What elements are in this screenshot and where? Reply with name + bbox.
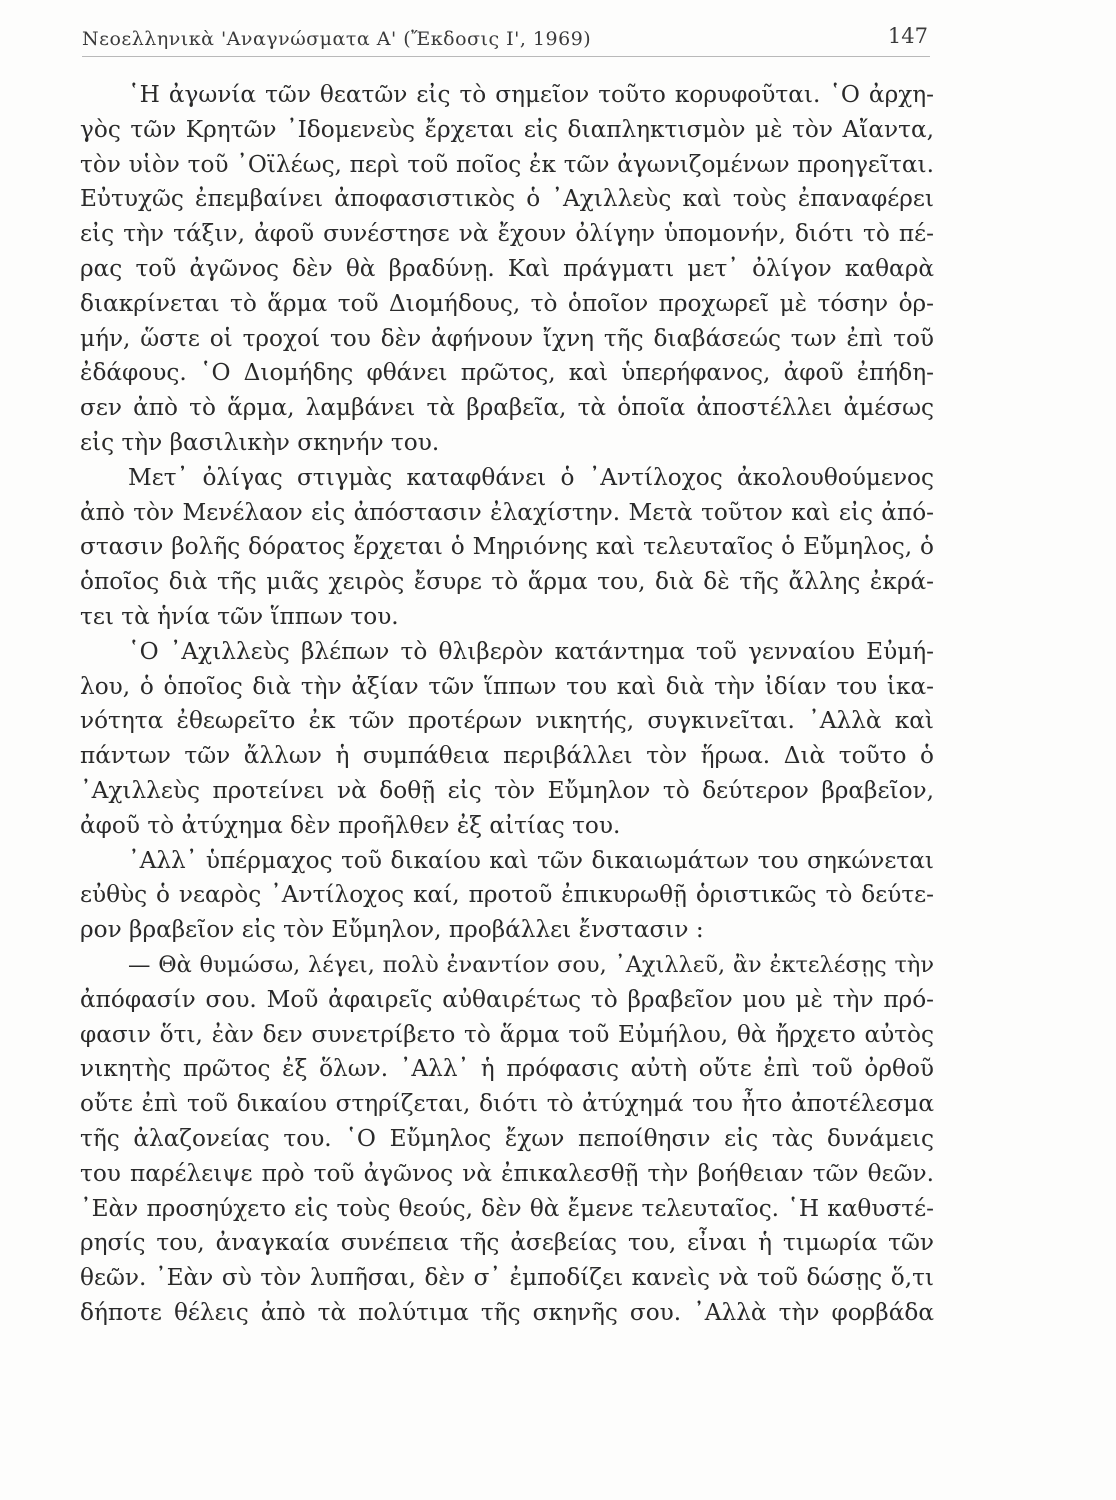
text-line: εἰς τὴν βασιλικὴν σκηνήν του. [80, 428, 440, 456]
text-line: οὔτε ἐπὶ τοῦ δικαίου στηρίζεται, διότι τὸ ἀτύχημά του ἦτο ἀποτέλεσμα [80, 1090, 934, 1118]
text-line: ὁποῖος διὰ τῆς μιᾶς χειρὸς ἔσυρε τὸ ἅρμα του, διὰ δὲ τῆς ἄλλης ἐκρά- [80, 568, 934, 596]
text-line: ρας τοῦ ἀγῶνος δὲν θὰ βραδύνῃ. Καὶ πράγματι μετ᾿ ὀλίγον καθαρὰ [80, 254, 934, 282]
text-line: ᾿Αχιλλεὺς προτείνει νὰ δοθῇ εἰς τὸν Εὔμηλον τὸ δεύτερον βραβεῖον, [80, 776, 934, 804]
text-line: νότητα ἐθεωρεῖτο ἐκ τῶν προτέρων νικητής, συγκινεῖται. ᾿Αλλὰ καὶ [80, 707, 934, 735]
text-line: τῆς ἀλαζονείας του. ῾Ο Εὔμηλος ἔχων πεποίθησιν εἰς τὰς δυνάμεις [80, 1124, 934, 1152]
running-title: Νεοελληνικὰ 'Αναγνώσματα Α' (Ἔκδοσις Ι', 1969) [82, 28, 592, 50]
text-line: Μετ᾿ ὀλίγας στιγμὰς καταφθάνει ὁ ᾿Αντίλοχος ἀκολουθούμενος [128, 463, 934, 491]
text-line: ᾿Αλλ᾿ ὑπέρμαχος τοῦ δικαίου καὶ τῶν δικαιωμάτων του σηκώνεται [128, 846, 934, 874]
text-line: στασιν βολῆς δόρατος ἔρχεται ὁ Μηριόνης καὶ τελευταῖος ὁ Εὔμηλος, ὁ [80, 533, 934, 561]
body-text [80, 78, 934, 1331]
text-line: ᾿Εὰν προσηύχετο εἰς τοὺς θεούς, δὲν θὰ ἔμενε τελευταῖος. ῾Η καθυστέ- [80, 1194, 934, 1222]
text-line: γὸς τῶν Κρητῶν ᾿Ιδομενεὺς ἔρχεται εἰς διαπληκτισμὸν μὲ τὸν Αἴαντα, [80, 115, 934, 143]
text-line: τὸν υἱὸν τοῦ ᾿Οϊλέως, περὶ τοῦ ποῖος ἐκ τῶν ἀγωνιζομένων προηγεῖται. [80, 150, 934, 178]
text-line: φασιν ὅτι, ἐὰν δεν συνετρίβετο τὸ ἅρμα τοῦ Εὐμήλου, θὰ ἤρχετο αὐτὸς [80, 1020, 934, 1048]
text-line: ῾Η ἀγωνία τῶν θεατῶν εἰς τὸ σημεῖον τοῦτο κορυφοῦται. ῾Ο ἀρχη- [128, 81, 934, 108]
text-line: Εὐτυχῶς ἐπεμβαίνει ἀποφασιστικὸς ὁ ᾿Αχιλλεὺς καὶ τοὺς ἐπαναφέρει [80, 185, 934, 213]
text-line: πάντων τῶν ἄλλων ἡ συμπάθεια περιβάλλει τὸν ἥρωα. Διὰ τοῦτο ὁ [80, 742, 934, 770]
text-line: μήν, ὥστε οἱ τροχοί του δὲν ἀφήνουν ἴχνη τῆς διαβάσεώς των ἐπὶ τοῦ [80, 324, 934, 352]
text-line: εὐθὺς ὁ νεαρὸς ᾿Αντίλοχος καί, προτοῦ ἐπικυρωθῇ ὁριστικῶς τὸ δεύτε- [80, 881, 934, 909]
text-line: ρησίς του, ἀναγκαία συνέπεια τῆς ἀσεβείας του, εἶναι ἡ τιμωρία τῶν [80, 1229, 934, 1257]
text-line: ἀπόφασίν σου. Μοῦ ἀφαιρεῖς αὐθαιρέτως τὸ βραβεῖον μου μὲ τὴν πρό- [80, 985, 934, 1013]
text-line: ἐδάφους. ῾Ο Διομήδης φθάνει πρῶτος, καὶ ὑπερήφανος, ἀφοῦ ἐπήδη- [80, 359, 934, 387]
text-line: διακρίνεται τὸ ἅρμα τοῦ Διομήδους, τὸ ὁποῖον προχωρεῖ μὲ τόσην ὁρ- [80, 289, 934, 317]
text-line: σεν ἀπὸ τὸ ἅρμα, λαμβάνει τὰ βραβεῖα, τὰ ὁποῖα ἀποστέλλει ἀμέσως [80, 394, 934, 422]
page-number: 147 [887, 24, 928, 48]
text-line: εἰς τὴν τάξιν, ἀφοῦ συνέστησε νὰ ἔχουν ὀλίγην ὑπομονήν, διότι τὸ πέ- [80, 220, 934, 248]
text-line: νικητὴς πρῶτος ἐξ ὅλων. ᾿Αλλ᾿ ἡ πρόφασις αὐτὴ οὔτε ἐπὶ τοῦ ὀρθοῦ [80, 1055, 934, 1083]
text-line: ῾Ο ᾿Αχιλλεὺς βλέπων τὸ θλιβερὸν κατάντημα τοῦ γενναίου Εὐμή- [128, 637, 934, 665]
text-line: ρον βραβεῖον εἰς τὸν Εὔμηλον, προβάλλει ἔνστασιν : [80, 916, 704, 944]
text-line: τει τὰ ἡνία τῶν ἵππων του. [80, 602, 399, 630]
text-line: ἀπὸ τὸν Μενέλαον εἰς ἀπόστασιν ἐλαχίστην. Μετὰ τοῦτον καὶ εἰς ἀπό- [80, 498, 934, 526]
text-line: θεῶν. ᾿Εὰν σὺ τὸν λυπῆσαι, δὲν σ᾿ ἐμποδίζει κανεὶς νὰ τοῦ δώσῃς ὅ,τι [80, 1264, 934, 1292]
text-line: δήποτε θέλεις ἀπὸ τὰ πολύτιμα τῆς σκηνῆς σου. ᾿Αλλὰ τὴν φορβάδα [80, 1298, 934, 1326]
text-line: του παρέλειψε πρὸ τοῦ ἀγῶνος νὰ ἐπικαλεσθῇ τὴν βοήθειαν τῶν θεῶν. [80, 1159, 934, 1187]
text-line: ἀφοῦ τὸ ἀτύχημα δὲν προῆλθεν ἐξ αἰτίας του. [80, 811, 621, 839]
text-line: λου, ὁ ὁποῖος διὰ τὴν ἀξίαν τῶν ἵππων του καὶ διὰ τὴν ἰδίαν του ἱκα- [80, 672, 934, 700]
running-header [82, 22, 930, 57]
text-line: — Θὰ θυμώσω, λέγει, πολὺ ἐναντίον σου, ᾿Αχιλλεῦ, ἂν ἐκτελέσῃς τὴν [128, 951, 934, 978]
